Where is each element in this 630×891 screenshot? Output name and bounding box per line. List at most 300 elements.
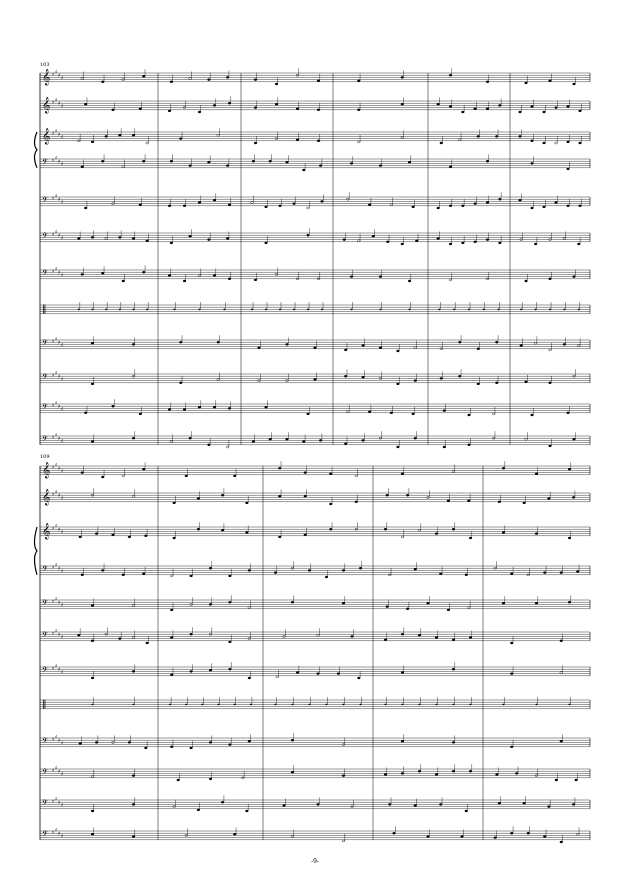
note-head <box>276 676 279 678</box>
note-head <box>304 495 307 497</box>
note-head <box>449 243 452 245</box>
note-head <box>474 203 477 205</box>
note-head <box>535 309 537 311</box>
note-head <box>386 606 389 608</box>
sharp-icon: ♯ <box>52 269 55 275</box>
note-head <box>101 81 104 83</box>
note-head <box>317 803 320 805</box>
bass-clef-icon: 𝄢 <box>42 631 48 642</box>
note-head <box>401 243 404 245</box>
note-head <box>221 494 224 496</box>
sharp-icon: ♯ <box>61 75 64 82</box>
note-head <box>390 204 393 206</box>
sharp-icon: ♯ <box>58 339 61 346</box>
sharp-icon: ♯ <box>55 734 58 741</box>
note-head <box>397 446 400 448</box>
note-head <box>207 79 210 81</box>
note-head <box>221 529 224 531</box>
sharp-icon: ♯ <box>61 740 64 747</box>
note-head <box>452 741 455 743</box>
sharp-icon: ♯ <box>61 833 64 840</box>
sharp-icon: ♯ <box>58 631 61 638</box>
note-head <box>555 202 558 204</box>
bass-clef-icon: 𝄢 <box>42 232 48 243</box>
page-number: -9- <box>311 858 319 865</box>
note-head <box>465 810 468 812</box>
note-head <box>379 276 382 278</box>
note-head <box>572 496 575 498</box>
note-head <box>355 475 358 477</box>
note-head <box>461 836 464 838</box>
note-head <box>438 309 440 311</box>
note-head <box>498 242 501 244</box>
sharp-icon: ♯ <box>55 562 58 569</box>
note-head <box>397 350 400 352</box>
note-head <box>486 239 489 241</box>
sharp-icon: ♯ <box>61 134 64 141</box>
note-head <box>254 279 257 281</box>
bass-clef-icon: 𝄢 <box>42 666 48 677</box>
note-head <box>217 379 220 381</box>
note-head <box>179 138 182 140</box>
note-head <box>302 441 305 443</box>
note-head <box>560 572 563 574</box>
note-head <box>190 747 193 749</box>
note-head <box>468 309 470 311</box>
sharp-icon: ♯ <box>55 69 58 76</box>
staff <box>40 733 590 749</box>
staff <box>40 795 590 812</box>
note-head <box>274 704 276 706</box>
note-head <box>173 537 176 539</box>
note-head <box>379 347 382 349</box>
note-head <box>567 412 570 414</box>
sharp-icon: ♯ <box>55 765 58 772</box>
note-head <box>418 704 420 706</box>
sharp-icon: ♯ <box>52 196 55 202</box>
grand-staff-brace <box>35 527 38 575</box>
sharp-icon: ♯ <box>52 830 55 836</box>
note-head <box>510 832 513 834</box>
sharp-icon: ♯ <box>55 663 58 670</box>
sharp-icon: ♯ <box>55 97 58 104</box>
note-head <box>412 413 415 415</box>
note-head <box>314 379 317 381</box>
note-head <box>477 383 480 385</box>
staff <box>40 488 590 505</box>
note-head <box>362 439 365 441</box>
note-head <box>217 134 220 136</box>
note-head <box>502 602 505 604</box>
note-head <box>325 704 327 706</box>
note-head <box>170 575 173 577</box>
note-head <box>379 309 381 311</box>
note-head <box>397 383 400 385</box>
note-head <box>495 135 498 137</box>
note-head <box>226 238 229 240</box>
note-head <box>474 241 477 243</box>
note-head <box>233 475 236 477</box>
note-head <box>531 162 534 164</box>
sharp-icon: ♯ <box>55 229 58 236</box>
sharp-icon: ♯ <box>61 634 64 641</box>
note-head <box>401 103 404 105</box>
note-head <box>543 836 546 838</box>
note-head <box>342 569 345 571</box>
bass-clef-icon: 𝄢 <box>42 158 48 169</box>
note-head <box>543 206 546 208</box>
note-head <box>278 536 281 538</box>
note-head <box>520 345 523 347</box>
note-head <box>101 569 104 571</box>
sharp-icon: ♯ <box>58 131 61 138</box>
note-head <box>170 242 173 244</box>
note-head <box>343 239 346 241</box>
note-head <box>91 141 94 143</box>
sharp-icon: ♯ <box>61 272 64 279</box>
staff <box>40 461 590 478</box>
note-head <box>132 437 135 439</box>
note-head <box>401 536 404 538</box>
bass-clef-icon: 𝄢 <box>42 269 48 280</box>
measure-number: 109 <box>40 454 50 460</box>
sharp-icon: ♯ <box>52 526 55 532</box>
note-head <box>142 271 145 273</box>
note-head <box>401 672 404 674</box>
note-head <box>458 375 461 377</box>
note-head <box>412 206 415 208</box>
treble-clef-icon: 𝄞 <box>42 128 51 145</box>
note-head <box>576 833 579 835</box>
note-head <box>139 204 142 206</box>
sharp-icon: ♯ <box>58 158 61 165</box>
sharp-icon: ♯ <box>61 568 64 575</box>
note-head <box>469 704 471 706</box>
note-head <box>132 775 135 777</box>
sharp-icon: ♯ <box>61 199 64 206</box>
note-head <box>308 569 311 571</box>
note-head <box>223 309 225 311</box>
note-head <box>248 740 251 742</box>
note-head <box>344 375 347 377</box>
staff <box>40 228 590 245</box>
sharp-icon: ♯ <box>61 669 64 676</box>
note-head <box>469 537 472 539</box>
note-head <box>91 810 94 812</box>
note-head <box>461 242 464 244</box>
note-head <box>321 200 324 202</box>
note-head <box>84 412 87 414</box>
note-head <box>118 134 121 136</box>
note-head <box>132 495 135 497</box>
note-head <box>449 166 452 168</box>
note-head <box>185 704 187 706</box>
note-head <box>415 240 418 242</box>
note-head <box>519 199 522 201</box>
note-head <box>543 572 546 574</box>
note-head <box>350 309 352 311</box>
sharp-icon: ♯ <box>55 628 58 635</box>
note-head <box>317 140 320 142</box>
staff <box>40 561 590 578</box>
note-head <box>254 142 257 144</box>
note-head <box>177 779 180 781</box>
note-head <box>468 444 471 446</box>
note-head <box>144 747 147 749</box>
note-head <box>132 637 135 639</box>
note-head <box>279 205 282 207</box>
note-head <box>535 533 538 535</box>
note-head <box>217 341 220 343</box>
note-head <box>146 240 149 242</box>
note-head <box>209 567 212 569</box>
note-head <box>379 165 382 167</box>
note-head <box>384 774 387 776</box>
note-head <box>418 634 421 636</box>
note-head <box>534 243 537 245</box>
note-head <box>401 76 404 78</box>
note-head <box>458 341 461 343</box>
note-head <box>452 471 455 473</box>
note-head <box>359 704 361 706</box>
note-head <box>368 411 371 413</box>
note-head <box>447 500 450 502</box>
note-head <box>142 75 145 77</box>
note-head <box>198 275 201 277</box>
note-head <box>128 536 131 538</box>
note-head <box>275 83 278 85</box>
note-head <box>567 106 570 108</box>
note-head <box>79 536 82 538</box>
sharp-icon: ♯ <box>58 492 61 499</box>
note-head <box>77 634 80 636</box>
note-head <box>283 805 286 807</box>
note-head <box>245 502 248 504</box>
note-head <box>567 205 570 207</box>
sharp-icon: ♯ <box>58 269 61 276</box>
note-head <box>325 576 328 578</box>
note-head <box>414 568 417 570</box>
note-head <box>209 669 212 671</box>
note-head <box>408 161 411 163</box>
note-head <box>101 160 104 162</box>
note-head <box>579 110 582 112</box>
note-head <box>207 239 210 241</box>
note-head <box>226 165 229 167</box>
note-head <box>498 501 501 503</box>
note-head <box>81 78 84 80</box>
note-head <box>128 741 131 743</box>
note-head <box>575 779 578 781</box>
note-head <box>190 575 193 577</box>
system <box>35 68 591 448</box>
note-head <box>209 741 212 743</box>
sharp-icon: ♯ <box>52 232 55 238</box>
note-head <box>486 160 489 162</box>
sharp-icon: ♯ <box>52 72 55 78</box>
note-head <box>461 205 464 207</box>
treble-clef-icon: 𝄞 <box>42 69 51 86</box>
note-head <box>534 342 537 344</box>
note-head <box>228 407 231 409</box>
bass-clef-icon: 𝄢 <box>42 799 48 810</box>
note-head <box>560 640 563 642</box>
note-head <box>502 532 505 534</box>
sharp-icon: ♯ <box>52 100 55 106</box>
note-head <box>213 275 216 277</box>
note-head <box>496 774 499 776</box>
note-head <box>401 473 404 475</box>
note-head <box>173 309 175 311</box>
sharp-icon: ♯ <box>61 438 64 445</box>
note-head <box>201 704 203 706</box>
note-head <box>384 704 386 706</box>
note-head <box>401 633 404 635</box>
note-head <box>342 704 344 706</box>
note-head <box>563 238 566 240</box>
note-head <box>568 537 571 539</box>
note-head <box>146 642 149 644</box>
note-head <box>168 409 171 411</box>
note-head <box>248 569 251 571</box>
measure-number: 103 <box>40 62 50 68</box>
bass-clef-icon: 𝄢 <box>42 599 48 610</box>
note-head <box>465 574 468 576</box>
sharp-icon: ♯ <box>52 339 55 345</box>
note-head <box>105 238 108 240</box>
note-head <box>427 602 430 604</box>
note-head <box>547 498 550 500</box>
staff <box>40 265 590 282</box>
note-head <box>183 409 186 411</box>
note-head <box>132 238 135 240</box>
note-head <box>170 746 173 748</box>
bass-clef-icon: 𝄢 <box>42 565 48 576</box>
note-head <box>291 704 293 706</box>
sharp-icon: ♯ <box>55 266 58 273</box>
note-head <box>525 280 528 282</box>
note-head <box>286 438 289 440</box>
note-head <box>418 529 421 531</box>
note-head <box>453 309 455 311</box>
note-head <box>229 744 232 746</box>
note-head <box>286 161 289 163</box>
note-head <box>228 278 231 280</box>
note-head <box>578 309 580 311</box>
note-head <box>408 309 410 311</box>
note-head <box>555 107 558 109</box>
bass-clef-icon: 𝄢 <box>42 339 48 350</box>
note-head <box>170 637 173 639</box>
sharp-icon: ♯ <box>61 103 64 110</box>
note-head <box>132 670 135 672</box>
note-head <box>357 141 360 143</box>
note-head <box>118 638 121 640</box>
note-head <box>519 111 522 113</box>
note-head <box>91 704 93 706</box>
note-head <box>168 110 171 112</box>
note-head <box>81 472 84 474</box>
note-head <box>447 609 450 611</box>
note-head <box>342 840 345 842</box>
note-head <box>549 349 552 351</box>
note-head <box>346 411 349 413</box>
note-head <box>329 528 332 530</box>
note-head <box>179 382 182 384</box>
note-head <box>132 134 135 136</box>
sharp-icon: ♯ <box>52 465 55 471</box>
note-head <box>91 605 94 607</box>
note-head <box>535 602 538 604</box>
note-head <box>357 677 360 679</box>
note-head <box>173 502 176 504</box>
note-head <box>555 779 558 781</box>
sharp-icon: ♯ <box>58 768 61 775</box>
note-head <box>531 414 534 416</box>
note-head <box>384 639 387 641</box>
note-head <box>543 142 546 144</box>
note-head <box>390 412 393 414</box>
note-head <box>577 345 580 347</box>
sharp-icon: ♯ <box>58 232 61 239</box>
staff <box>40 522 590 539</box>
note-head <box>568 468 571 470</box>
note-head <box>317 109 320 111</box>
staff <box>40 627 590 644</box>
note-head <box>118 236 121 238</box>
note-head <box>435 637 438 639</box>
sharp-icon: ♯ <box>58 666 61 673</box>
note-head <box>269 160 272 162</box>
sharp-icon: ♯ <box>58 599 61 606</box>
note-head <box>567 141 570 143</box>
note-head <box>414 380 417 382</box>
note-head <box>342 602 345 604</box>
note-head <box>337 673 340 675</box>
note-head <box>362 345 365 347</box>
sharp-icon: ♯ <box>58 799 61 806</box>
note-head <box>467 500 470 502</box>
note-head <box>449 279 452 281</box>
note-head <box>531 106 534 108</box>
note-head <box>132 803 135 805</box>
note-head <box>132 343 135 345</box>
sharp-icon: ♯ <box>61 406 64 413</box>
note-head <box>112 109 115 111</box>
note-head <box>252 441 255 443</box>
note-head <box>78 309 80 311</box>
note-head <box>95 533 98 535</box>
note-head <box>79 743 82 745</box>
note-head <box>458 139 461 141</box>
note-head <box>209 603 212 605</box>
note-head <box>531 207 534 209</box>
note-head <box>122 475 125 477</box>
sharp-icon: ♯ <box>55 462 58 469</box>
note-head <box>213 406 216 408</box>
note-head <box>549 309 551 311</box>
system <box>35 461 591 843</box>
note-head <box>307 207 310 209</box>
note-head <box>251 202 254 204</box>
note-head <box>502 704 504 706</box>
sharp-icon: ♯ <box>52 373 55 379</box>
note-head <box>414 437 417 439</box>
note-head <box>543 111 546 113</box>
note-head <box>452 668 455 670</box>
sharp-icon: ♯ <box>55 489 58 496</box>
note-head <box>560 672 563 674</box>
